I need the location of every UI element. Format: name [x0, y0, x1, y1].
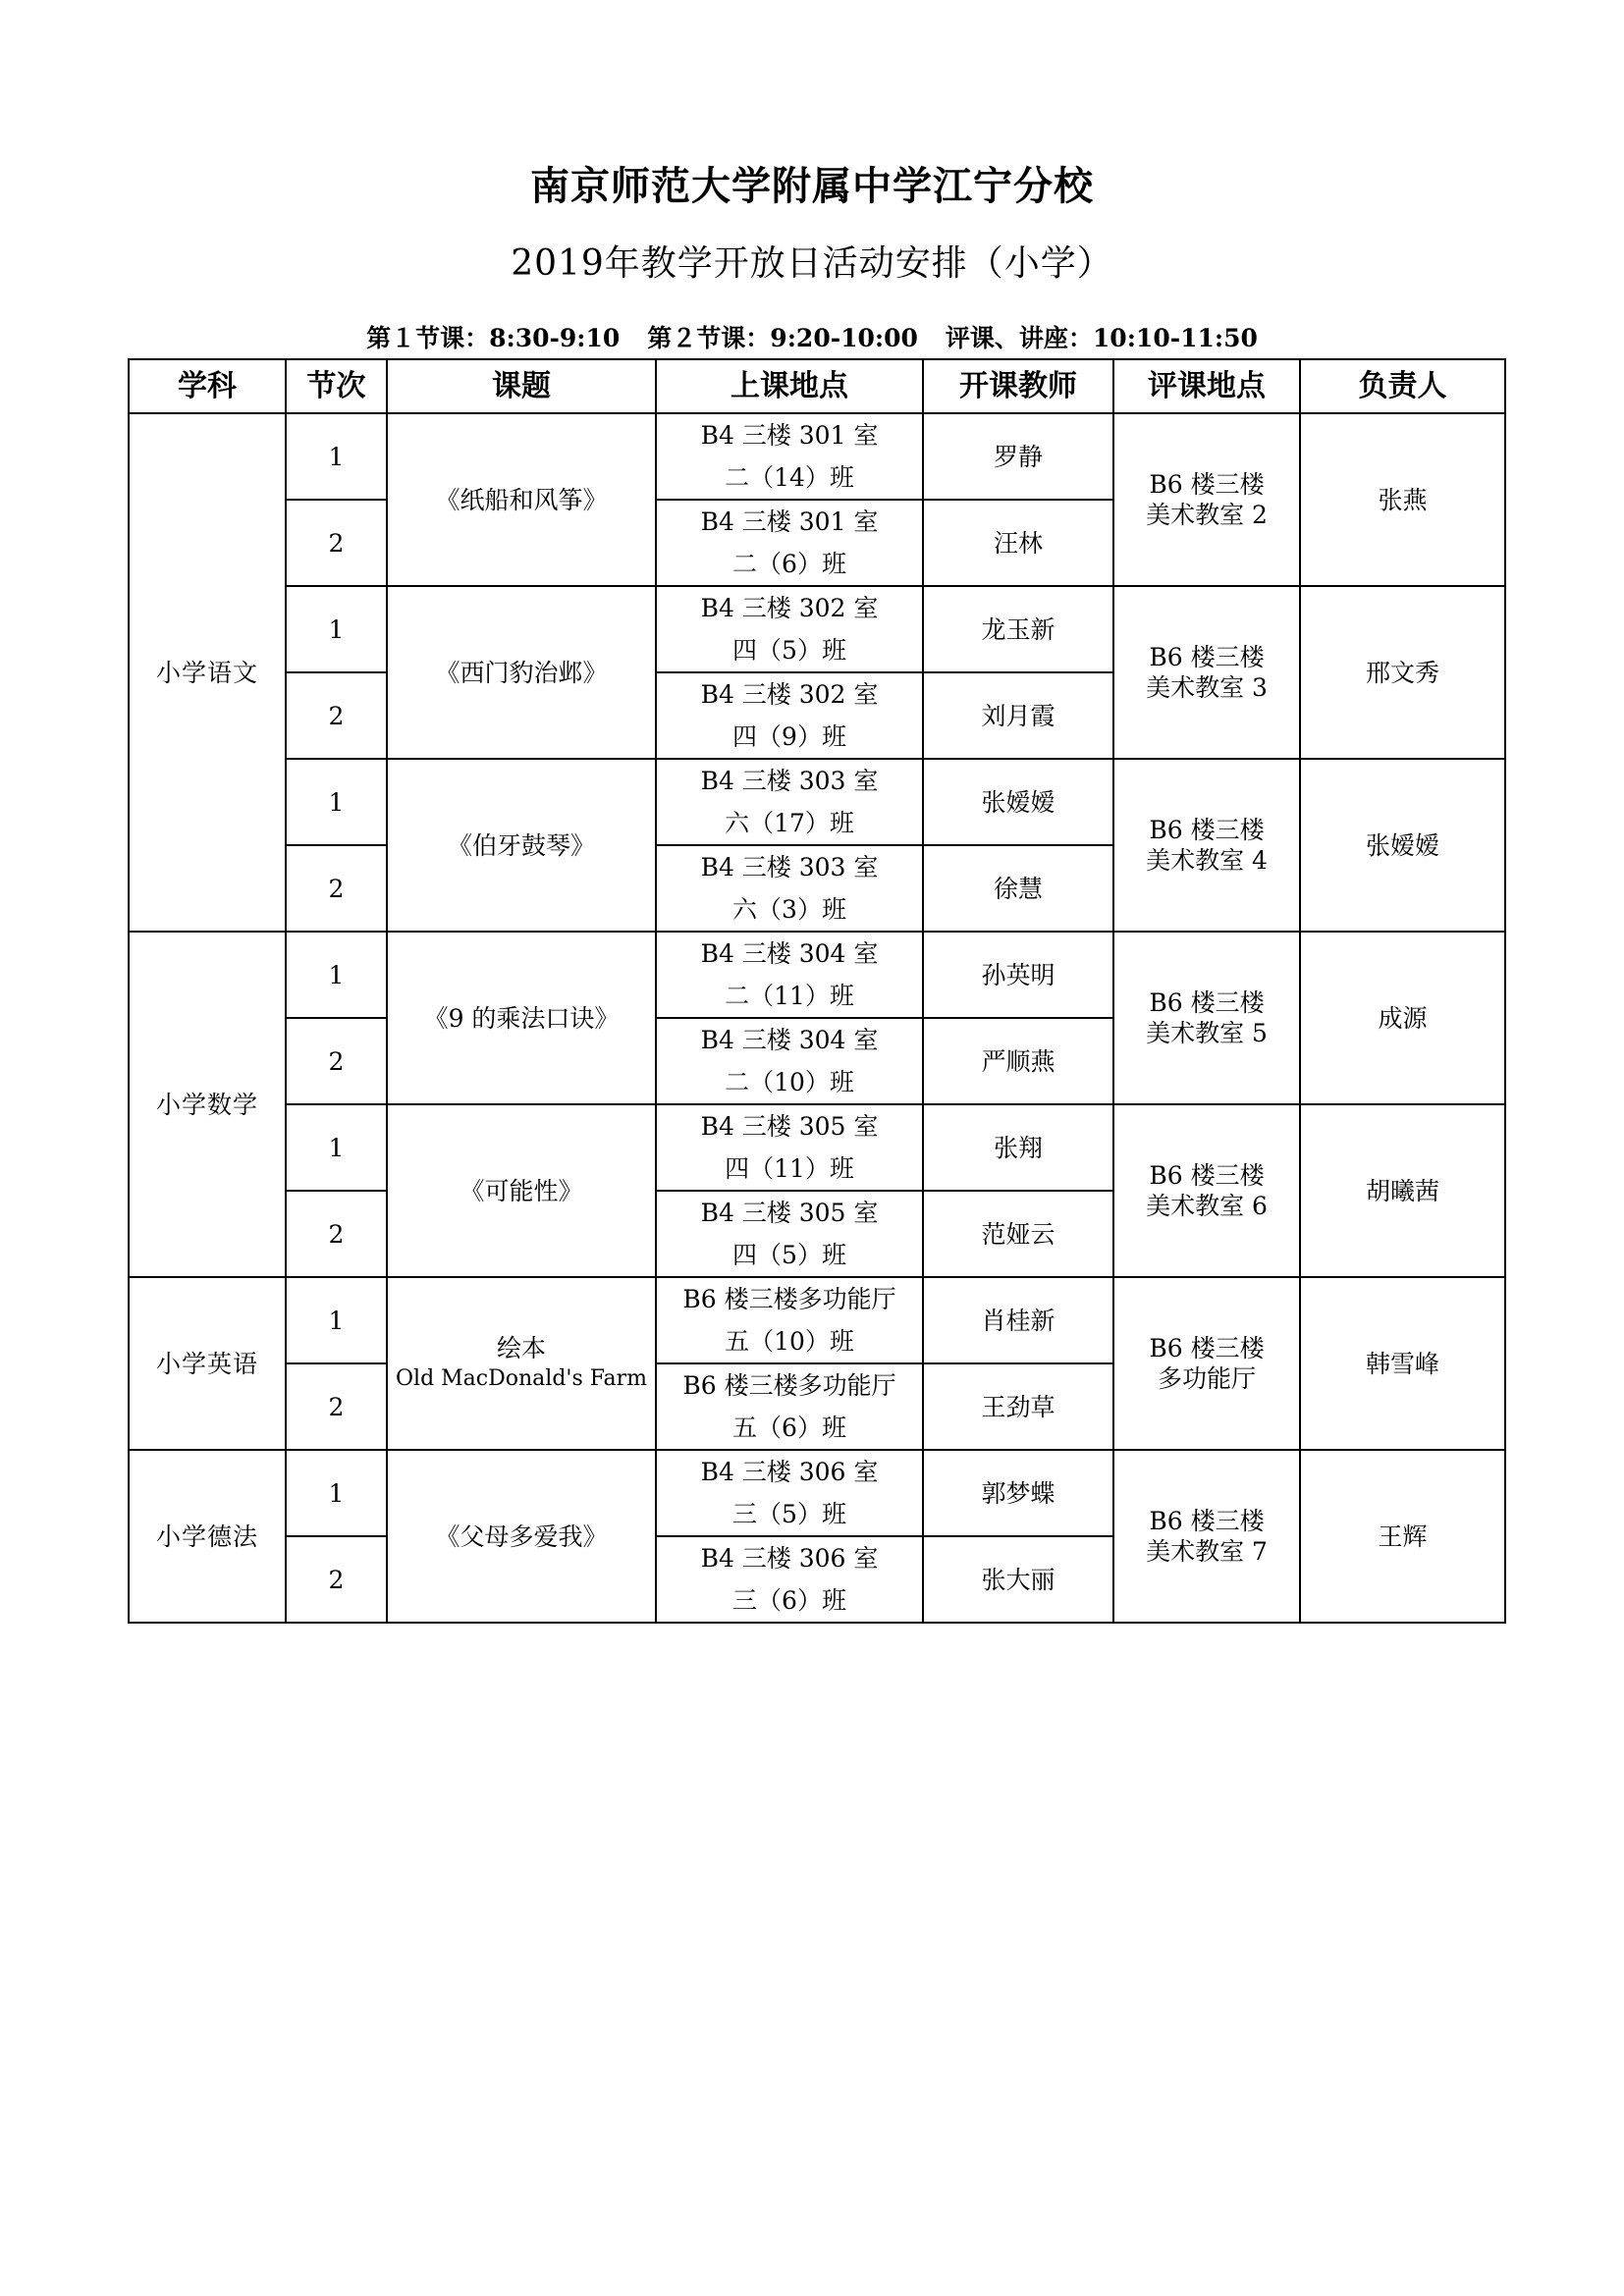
owner-cell: 张燕	[1300, 413, 1505, 586]
room-text: B4 三楼 304 室	[700, 1026, 879, 1054]
class-text: 四（5）班	[732, 636, 846, 665]
teacher-cell: 罗静	[923, 413, 1113, 500]
owner-cell: 邢文秀	[1300, 586, 1505, 759]
class-text: 二（6）班	[732, 550, 846, 578]
teacher-cell: 汪林	[923, 500, 1113, 586]
teacher-cell: 肖桂新	[923, 1277, 1113, 1363]
room-text: B4 三楼 303 室	[700, 853, 879, 881]
room-text: B4 三楼 306 室	[700, 1458, 879, 1486]
room-cell	[656, 1018, 923, 1104]
teacher-cell: 范娅云	[923, 1191, 1113, 1277]
col-header-subject: 学科	[129, 359, 286, 413]
table-row	[129, 1104, 1505, 1191]
table-row	[129, 413, 1505, 500]
review-room-line: 美术教室 7	[1146, 1537, 1268, 1566]
owner-cell: 韩雪峰	[1300, 1277, 1505, 1450]
teacher-cell: 孙英明	[923, 932, 1113, 1018]
col-header-period: 节次	[286, 359, 387, 413]
room-text: B4 三楼 305 室	[700, 1199, 879, 1227]
review-room-cell	[1113, 586, 1300, 759]
room-cell	[656, 1450, 923, 1536]
room-cell	[656, 1104, 923, 1191]
period-cell: 1	[286, 413, 387, 500]
room-text: B4 三楼 302 室	[700, 680, 879, 709]
schedule-table	[128, 358, 1506, 1624]
page-title: 2019年教学开放日活动安排（小学）	[511, 243, 1113, 284]
class-text: 五（10）班	[725, 1327, 854, 1356]
room-text: B4 三楼 303 室	[700, 767, 879, 795]
review-room-line: 美术教室 6	[1146, 1192, 1268, 1220]
class-text: 四（5）班	[732, 1241, 846, 1269]
col-header-review-room: 评课地点	[1113, 359, 1300, 413]
class-text: 三（6）班	[732, 1586, 846, 1615]
topic-line: 绘本	[496, 1334, 546, 1362]
teacher-cell: 严顺燕	[923, 1018, 1113, 1104]
school-name: 南京师范大学附属中学江宁分校	[530, 163, 1094, 209]
class-text: 二（11）班	[725, 982, 854, 1010]
topic-cell: 《纸船和风筝》	[387, 413, 656, 586]
period-cell: 1	[286, 759, 387, 845]
review-room-line: B6 楼三楼	[1149, 470, 1265, 499]
subject-cell: 小学数学	[129, 932, 286, 1277]
room-text: B6 楼三楼多功能厅	[682, 1371, 896, 1400]
room-cell	[656, 932, 923, 1018]
room-text: B4 三楼 301 室	[700, 507, 879, 536]
teacher-cell: 徐慧	[923, 845, 1113, 932]
review-room-line: 美术教室 3	[1146, 673, 1268, 702]
topic-cell: 《伯牙鼓琴》	[387, 759, 656, 932]
owner-cell: 成源	[1300, 932, 1505, 1104]
teacher-cell: 张大丽	[923, 1536, 1113, 1623]
class-text: 三（5）班	[732, 1500, 846, 1528]
table-row	[129, 932, 1505, 1018]
review-room-line: 美术教室 5	[1146, 1019, 1268, 1047]
topic-cell: 《父母多爱我》	[387, 1450, 656, 1623]
period-1-time: 第１节课：8:30-9:10	[366, 324, 621, 352]
teacher-cell: 张翔	[923, 1104, 1113, 1191]
room-cell	[656, 1191, 923, 1277]
class-text: 六（3）班	[732, 895, 846, 924]
class-text: 二（10）班	[725, 1068, 854, 1096]
subject-cell: 小学英语	[129, 1277, 286, 1450]
owner-cell: 张嫒嫒	[1300, 759, 1505, 932]
room-text: B4 三楼 302 室	[700, 594, 879, 622]
period-cell: 2	[286, 1536, 387, 1623]
review-room-cell	[1113, 413, 1300, 586]
period-cell: 2	[286, 1363, 387, 1450]
room-cell	[656, 1277, 923, 1363]
period-cell: 1	[286, 932, 387, 1018]
room-cell	[656, 759, 923, 845]
review-room-line: B6 楼三楼	[1149, 988, 1265, 1017]
class-text: 六（17）班	[725, 809, 854, 837]
period-cell: 2	[286, 1191, 387, 1277]
review-room-line: B6 楼三楼	[1149, 816, 1265, 844]
review-room-cell	[1113, 1104, 1300, 1277]
topic-line: Old MacDonald's Farm	[396, 1366, 647, 1391]
period-2-time: 第２节课：9:20-10:00	[647, 324, 918, 352]
room-text: B4 三楼 304 室	[700, 939, 879, 968]
owner-cell: 胡曦茜	[1300, 1104, 1505, 1277]
room-cell	[656, 1536, 923, 1623]
topic-cell: 《西门豹治邺》	[387, 586, 656, 759]
table-row	[129, 1450, 1505, 1536]
col-header-teacher: 开课教师	[923, 359, 1113, 413]
teacher-cell: 王劲草	[923, 1363, 1113, 1450]
room-cell	[656, 586, 923, 672]
room-cell	[656, 500, 923, 586]
review-room-line: B6 楼三楼	[1149, 643, 1265, 671]
table-row	[129, 759, 1505, 845]
period-cell: 1	[286, 1104, 387, 1191]
room-cell	[656, 1363, 923, 1450]
schedule-times	[0, 319, 1624, 354]
room-cell	[656, 413, 923, 500]
room-text: B4 三楼 306 室	[700, 1544, 879, 1573]
teacher-cell: 张嫒嫒	[923, 759, 1113, 845]
subject-cell: 小学德法	[129, 1450, 286, 1623]
review-room-cell	[1113, 1450, 1300, 1623]
subject-cell: 小学语文	[129, 413, 286, 932]
review-room-line: B6 楼三楼	[1149, 1334, 1265, 1362]
period-cell: 1	[286, 586, 387, 672]
table-row	[129, 1277, 1505, 1363]
owner-cell: 王辉	[1300, 1450, 1505, 1623]
period-cell: 2	[286, 845, 387, 932]
review-room-line: B6 楼三楼	[1149, 1161, 1265, 1190]
topic-cell: 《9 的乘法口诀》	[387, 932, 656, 1104]
class-text: 二（14）班	[725, 463, 854, 492]
review-room-cell	[1113, 759, 1300, 932]
class-text: 五（6）班	[732, 1414, 846, 1442]
period-cell: 2	[286, 672, 387, 759]
teacher-cell: 刘月霞	[923, 672, 1113, 759]
topic-cell: 《可能性》	[387, 1104, 656, 1277]
review-room-cell	[1113, 932, 1300, 1104]
col-header-owner: 负责人	[1300, 359, 1505, 413]
class-text: 四（11）班	[725, 1154, 854, 1183]
period-cell: 2	[286, 500, 387, 586]
room-cell	[656, 845, 923, 932]
class-text: 四（9）班	[732, 722, 846, 751]
teacher-cell: 龙玉新	[923, 586, 1113, 672]
period-cell: 1	[286, 1450, 387, 1536]
room-text: B4 三楼 301 室	[700, 421, 879, 450]
col-header-topic: 课题	[387, 359, 656, 413]
room-text: B4 三楼 305 室	[700, 1112, 879, 1141]
review-room-line: 美术教室 4	[1146, 846, 1268, 875]
review-room-line: 美术教室 2	[1146, 501, 1268, 529]
review-room-line: 多功能厅	[1157, 1364, 1256, 1393]
review-room-line: B6 楼三楼	[1149, 1507, 1265, 1535]
teacher-cell: 郭梦蝶	[923, 1450, 1113, 1536]
period-cell: 2	[286, 1018, 387, 1104]
col-header-room: 上课地点	[656, 359, 923, 413]
room-text: B6 楼三楼多功能厅	[682, 1285, 896, 1313]
table-row	[129, 586, 1505, 672]
period-cell: 1	[286, 1277, 387, 1363]
topic-cell	[387, 1277, 656, 1450]
review-time: 评课、讲座：10:10-11:50	[945, 324, 1258, 352]
table-header-row	[129, 359, 1505, 413]
review-room-cell	[1113, 1277, 1300, 1450]
room-cell	[656, 672, 923, 759]
